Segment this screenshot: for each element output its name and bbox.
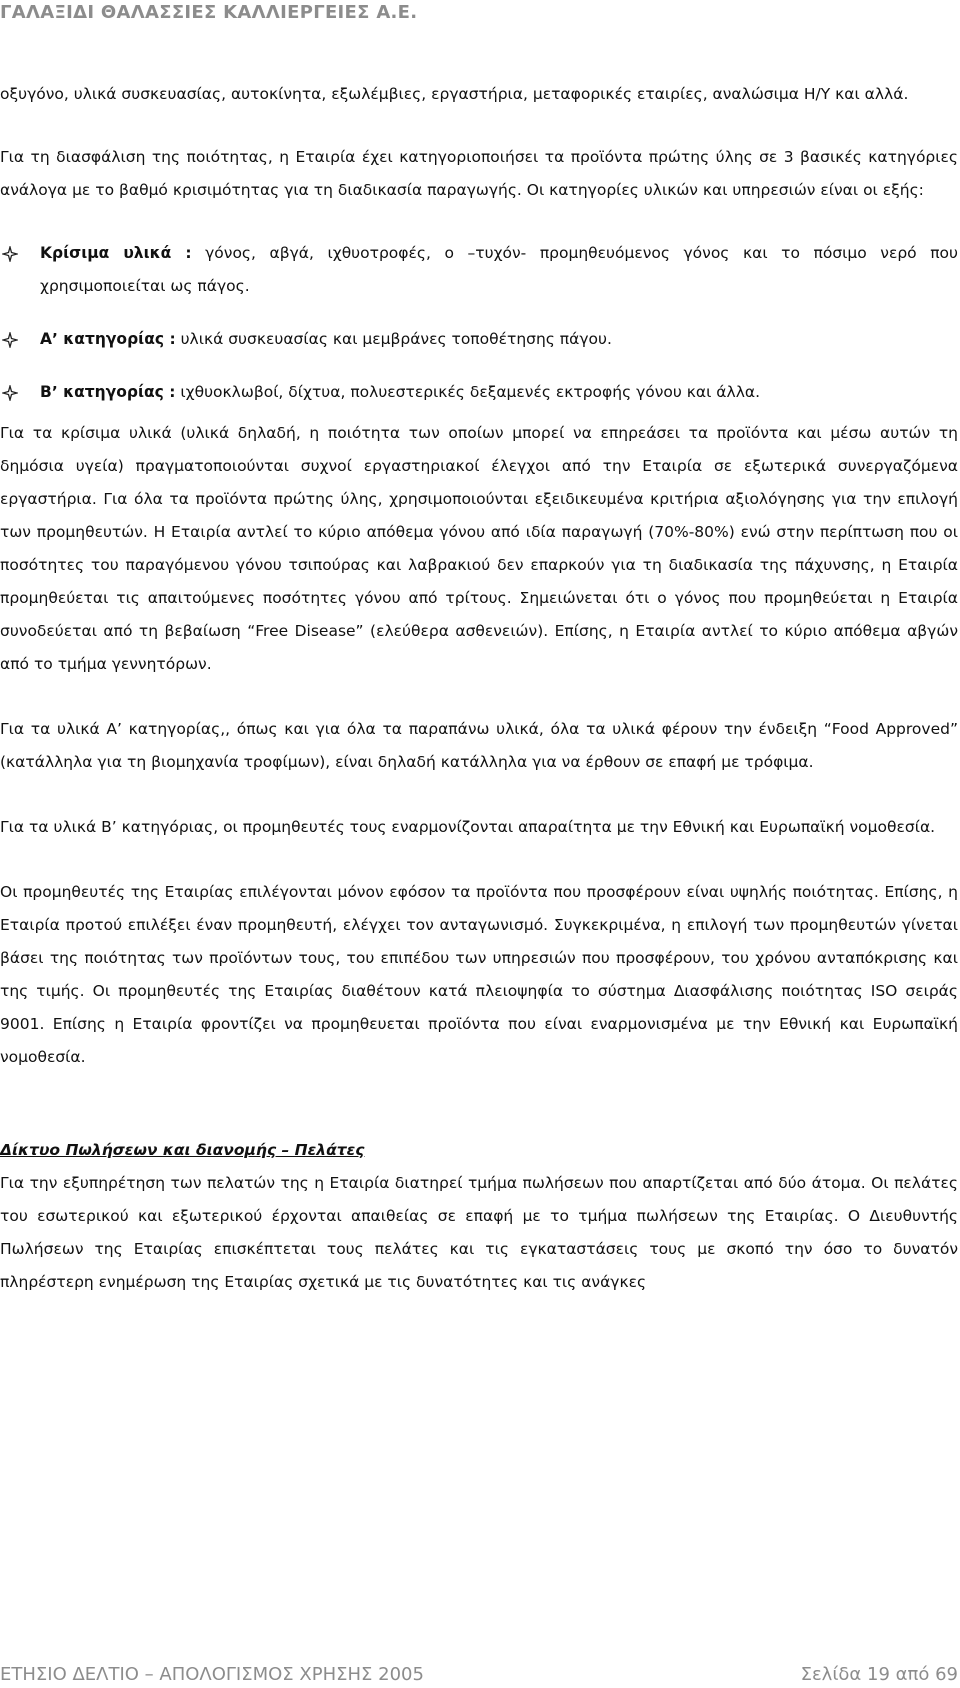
- bullet-term: Κρίσιμα υλικά :: [40, 244, 192, 262]
- bullet-text: ιχθυοκλωβοί, δίχτυα, πολυεστερικές δεξαμενές εκτροφής γόνου και άλλα.: [175, 383, 761, 401]
- bullet-item-category-a: [0, 323, 958, 356]
- bullet-text: υλικά συσκευασίας και μεμβράνες τοποθέτησης πάγου.: [175, 330, 612, 348]
- running-header: ΓΑΛΑΞΙΔΙ ΘΑΛΑΣΣΙΕΣ ΚΑΛΛΙΕΡΓΕΙΕΣ Α.Ε.: [0, 2, 418, 23]
- footer-report-title: ΕΤΗΣΙΟ ΔΕΛΤΙΟ – ΑΠΟΛΟΓΙΣΜΟΣ ΧΡΗΣΗΣ 2005: [0, 1664, 424, 1685]
- paragraph-sales: Για την εξυπηρέτηση των πελατών της η Εταιρία διατηρεί τμήμα πωλήσεων που απαρτίζεται από δύο άτομα. Οι πελάτες του εσωτερικού και εξωτερικού έρχονται απαιθείας σε επαφή με το τμήμα πωλήσεων της Εταιρίας. Ο Διευθυντής Πωλήσεων της Εταιρίας επισκέπτεται τους πελάτες και τις εγκαταστάσεις τους με σκοπό την όσο το δυνατόν πληρέστερη ενημέρωση της Εταιρίας σχετικά με τις δυνατότητες και τις ανάγκες: [0, 1174, 958, 1291]
- section-heading-sales-network: Δίκτυο Πωλήσεων και διανομής – Πελάτες: [0, 1141, 365, 1159]
- bullet-term: Β’ κατηγορίας :: [40, 383, 176, 401]
- bullet-item-category-b: [0, 376, 958, 409]
- diamond-bullet-icon: [2, 246, 18, 262]
- paragraph-continuation: οξυγόνο, υλικά συσκευασίας, αυτοκίνητα, εξωλέμβιες, εργαστήρια, μεταφορικές εταιρίες, αναλώσιμα Η/Υ και αλλά.: [0, 85, 909, 103]
- bullet-text: γόνος, αβγά, ιχθυοτροφές, ο –τυχόν- προμηθευόμενος γόνος και το πόσιμο νερό που χρησιμοποιείται ως πάγος.: [40, 244, 958, 295]
- paragraph-category-b: Για τα υλικά Β’ κατηγόριας, οι προμηθευτές τους εναρμονίζονται απαραίτητα με την Εθνική και Ευρωπαϊκή νομοθεσία.: [0, 818, 936, 836]
- diamond-bullet-icon: [2, 332, 18, 348]
- document-body: [0, 78, 958, 1299]
- paragraph-suppliers: Οι προμηθευτές της Εταιρίας επιλέγονται μόνον εφόσον τα προϊόντα που προσφέρουν είναι υψηλής ποιότητας. Επίσης, η Εταιρία προτού επιλέξει έναν προμηθευτή, ελέγχει τον ανταγωνισμό. Συγκεκριμένα, η επιλογή των προμηθευτών γίνεται βάσει της ποιότητας των προϊόντων τους, του επιπέδου των υπηρεσιών που προσφέρουν, του χρόνου ανταπόκρισης και της τιμής. Οι προμηθευτές της Εταιρίας διαθέτουν κατά πλειοψηφία το σύστημα Διασφάλισης ποιότητας ISO σειράς 9001. Επίσης η Εταιρία φροντίζει να προμηθευεται προϊόντα που είναι εναρμονισμένα με την Εθνική και Ευρωπαϊκή νομοθεσία.: [0, 883, 958, 1066]
- paragraph-category-a: Για τα υλικά Α’ κατηγορίας,, όπως και για όλα τα παραπάνω υλικά, όλα τα υλικά φέρουν την ένδειξη “Food Approved” (κατάλληλα για τη βιομηχανία τροφίμων), είναι δηλαδή κατάλληλα για να έρθουν σε επαφή με τρόφιμα.: [0, 720, 958, 771]
- bullet-term: Α’ κατηγορίας :: [40, 330, 176, 348]
- diamond-bullet-icon: [2, 385, 18, 401]
- page-footer: [0, 1664, 958, 1685]
- paragraph-critical-materials: Για τα κρίσιμα υλικά (υλικά δηλαδή, η ποιότητα των οποίων μπορεί να επηρεάσει τα προϊόντα και μέσω αυτών τη δημόσια υγεία) πραγματοποιούνται συχνοί εργαστηριακοί έλεγχοι από την Εταιρία σε εξωτερικά συνεργαζόμενα εργαστήρια. Για όλα τα προϊόντα πρώτης ύλης, χρησιμοποιούνται εξειδικευμένα κριτήρια αξιολόγησης για την επιλογή των προμηθευτών. Η Εταιρία αντλεί το κύριο απόθεμα γόνου από ιδία παραγωγή (70%-80%) ενώ στην περίπτωση που οι ποσότητες του παραγόμενου γόνου τσιπούρας και λαβρακιού δεν επαρκούν για τη διαδικασία της πάχυνσης, η Εταιρία προμηθεύεται τις απαιτούμενες ποσότητες γόνου από τρίτους. Σημειώνεται ότι ο γόνος που προμηθεύεται η Εταιρία συνοδεύεται από τη βεβαίωση “Free Disease” (ελεύθερα ασθενειών). Επίσης, η Εταιρία αντλεί το κύριο απόθεμα αβγών από το τμήμα γεννητόρων.: [0, 424, 958, 673]
- bullet-item-critical: [0, 237, 958, 303]
- paragraph-quality-categories: Για τη διασφάλιση της ποιότητας, η Εταιρία έχει κατηγοριοποιήσει τα προϊόντα πρώτης ύλης σε 3 βασικές κατηγόριες ανάλογα με το βαθμό κρισιμότητας για τη διαδικασία παραγωγής. Οι κατηγορίες υλικών και υπηρεσιών είναι οι εξής:: [0, 148, 958, 199]
- footer-page-number: Σελίδα 19 από 69: [800, 1664, 958, 1685]
